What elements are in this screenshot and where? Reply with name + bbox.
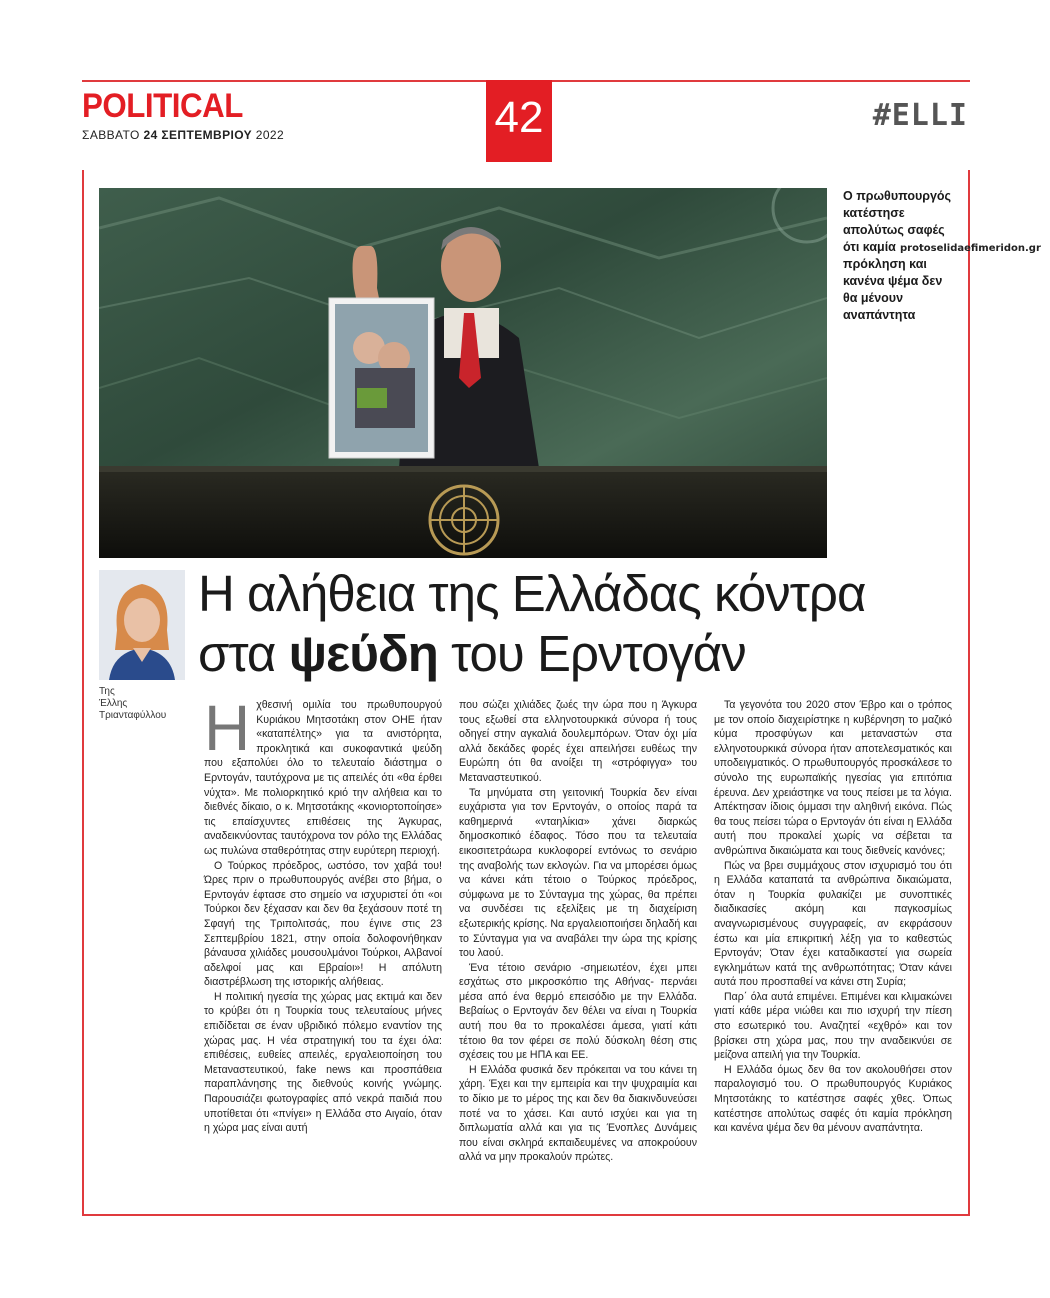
paragraph: που σώζει χιλιάδες ζωές την ώρα που η Άγκυρα τους εξωθεί στα ελληνοτουρκικά σύνορα ή τους οδηγεί στην αγκαλιά δουλεμπόρων. Όταν όχι μία αλλά δεκάδες φορές έχει απειλήσει ευθέως την Ευρώπη ότι θα ανοίξει τη «στρόφιγγα» του Μεταναστευτικού. bbox=[459, 699, 697, 784]
paragraph: Ένα τέτοιο σενάριο -σημειωτέον, έχει μπει εσχάτως στο μικροσκόπιο της Αθήνας- περνάει μέσα από ένα θερμό επεισόδιο με την Ελλάδα. Βεβαίως ο Ερντογάν δεν θέλει να είναι η Τουρκία αυτή που θα το προκαλέσει άμεσα, γιατί κάτι τέτοιο θα τον φέρει σε πολύ δύσκολη θέση στις σχέσεις του με ΗΠΑ και ΕΕ. bbox=[459, 961, 697, 1062]
author-avatar bbox=[99, 570, 185, 680]
headline-part-b: του Ερντογάν bbox=[437, 625, 746, 682]
headline-part-a: στα bbox=[198, 625, 289, 682]
paragraph: Ο Τούρκος πρόεδρος, ωστόσο, τον χαβά του! Ώρες πριν ο πρωθυπουργός ανέβει στο βήμα, ο Ερντογάν έφτασε στο σημείο να ισχυριστεί ότι «οι Τούρκοι δεν ξέχασαν και δεν θα ξεχάσουν ποτέ τη Σφαγή της Τριπολιτσάς, που έγινε στις 23 Σεπτεμβρίου 1821, στην οποία δολοφονήθηκαν βάναυσα χιλιάδες μουσουλμάνοι Τούρκοι, Αλβανοί αδελφοί μας και Εβραίοι»! Η απόλυτη διαστρέβλωση της ιστορικής αλήθειας. bbox=[204, 859, 442, 989]
paragraph: Τα γεγονότα του 2020 στον Έβρο και ο τρόπος με τον οποίο διαχειρίστηκε η κυβέρνηση το μαζικό κύμα προσφύγων και μεταναστών στα ελληνοτουρκικά σύνορα ήταν αποτελεσματικός και υποδειγματικός. Ο πρωθυπουργός προσκάλεσε το σύνολο της ευρωπαϊκής ηγεσίας για επιτόπια έρευνα. Δεν χρειάστηκε να τους πείσει με τα λόγια. Απέκτησαν ίδιοις όμμασι την αληθινή εικόνα. Πώς θα τους πείσει τώρα ο Ερντογάν ότι είναι η Ελλάδα αυτή που προκαλεί χωρίς να σέβεται τα ανθρώπινα δικαιώματα και τους διεθνείς κανόνες; bbox=[714, 699, 952, 857]
paragraph: Η πολιτική ηγεσία της χώρας μας εκτιμά και δεν το κρύβει ότι η Τουρκία τους τελευταίους μήνες επιδίδεται σε έναν υβριδικό πόλεμο εναντίον της χώρας μας. Η νέα στρατηγική του τα έχει όλα: επιθέσεις, ευθείες απειλές, εργαλειοποίηση του Μεταναστευτικού, fake news και προσπάθεια παραπλάνησης της διεθνούς κοινής γνώμης. Παρουσιάζει φωτογραφίες από νεκρά παιδιά που υποτίθεται ότι «πνίγει» η Ελλάδα στο Αιγαίο, όταν η χώρα μας είναι αυτή bbox=[204, 990, 442, 1135]
date-weekday: ΣΑΒΒΑΤΟ bbox=[82, 128, 144, 142]
drop-cap: Η bbox=[204, 692, 251, 764]
article-column-1 bbox=[204, 692, 442, 1136]
article-column-2 bbox=[459, 698, 697, 1165]
frame-bottom-rule bbox=[82, 1214, 970, 1216]
headline-emphasis: ψεύδη bbox=[288, 625, 438, 682]
speaker-at-podium-illustration bbox=[99, 188, 827, 558]
main-photo bbox=[99, 188, 827, 558]
paragraph: Παρ΄ όλα αυτά επιμένει. Επιμένει και κλιμακώνει γιατί κάθε μέρα νιώθει και πιο ισχυρή την πίεση στο εσωτερικό του. Αναζητεί «εχθρό» και τον βρίσκει στη χώρα μας, που την αναδεικνύει σε μείζονα απειλή για την Τουρκία. bbox=[714, 990, 952, 1062]
paragraph: Η Ελλάδα όμως δεν θα τον ακολουθήσει στον παραλογισμό του. Ο πρωθυπουργός Κυριάκος Μητσοτάκης το κατέστησε σαφές χθες. Όπως κατέστησε απολύτως σαφές ότι καμία πρόκληση και κανένα ψέμα δεν θα μένουν αναπάντητα. bbox=[714, 1063, 952, 1135]
date-day: 24 ΣΕΠΤΕΜΒΡΙΟΥ bbox=[143, 128, 253, 142]
frame-right-rule bbox=[968, 170, 970, 1216]
paragraph: Τα μηνύματα στη γειτονική Τουρκία δεν είναι ευχάριστα για τον Ερντογάν, ο οποίος παρά τα καθημερινά «νταηλίκια» χάνει διαρκώς δημοσκοπικό έδαφος. Τόσο που τα τελευταία εικοσιτετράωρα κυκλοφορεί εντόνως το σενάριο της αναβολής των εκλογών. Για να μπορέσει όμως να κάνει κάτι τέτοιο ο Τούρκος πρόεδρος, σύμφωνα με το Σύνταγμα της χώρας, θα πρέπει να συνδέσει τις εξελίξεις με τη διαχείριση εξωτερικής κρίσης. Να εργαλειοποιήσει δηλαδή και το Σύνταγμα για να αναβάλει την ώρα της κρίσης του λαού. bbox=[459, 786, 697, 960]
page-number: 42 bbox=[486, 80, 552, 162]
photo-caption: Ο πρωθυπουργός κατέστησε απολύτως σαφές ότι καμία πρόκληση και κανένα ψέμα δεν θα μένουν αναπάντητα bbox=[843, 189, 952, 322]
date-year: 2022 bbox=[252, 128, 285, 142]
author-portrait-illustration bbox=[99, 570, 185, 680]
headline-line-1: Η αλήθεια της Ελλάδας κόντρα bbox=[198, 565, 866, 622]
byline-prefix: Της bbox=[99, 686, 115, 697]
watermark: protoselidaefimeridon.gr bbox=[900, 243, 1041, 254]
issue-date bbox=[82, 128, 284, 142]
paragraph: Η Ελλάδα φυσικά δεν πρόκειται να του κάνει τη χάρη. Έχει και την εμπειρία και την ψυχραιμία και το δίκιο με το μέρος της και δεν θα διακινδυνεύσει ποτέ να το χάσει. Και αυτό ισχύει και για τη διπλωματία αλλά και για τις Ένοπλες Δυνάμεις που είναι σκληρά εκπαιδευμένες να αποκρούουν αλλά να μην προκαλούν πρώτες. bbox=[459, 1063, 697, 1164]
frame-left-rule bbox=[82, 170, 84, 1216]
section-tag: #ELLI bbox=[872, 98, 968, 133]
paragraph: Πώς να βρει συμμάχους στον ισχυρισμό του ότι η Ελλάδα καταπατά τα ανθρώπινα δικαιώματα, όταν η Τουρκία φυλακίζει με συνοπτικές διαδικασίες ακόμη και παγκοσμίως αναγνωρισμένους συγγραφείς, αν εκφράσουν έστω και μία επικριτική λέξη για το καθεστώς Ερντογάν; Όταν έχει καταδικαστεί για σωρεία εγκλημάτων κατά της ανθρωπότητας; Όταν κάνει αυτά που προσπαθεί να κάνει στη Συρία; bbox=[714, 859, 952, 989]
article-column-3 bbox=[714, 698, 952, 1136]
paragraph: χθεσινή ομιλία του πρωθυπουργού Κυριάκου Μητσοτάκη στον ΟΗΕ ήταν «καταπέλτης» για τα ανιστόρητα, προκλητικά και συκοφαντικά ψεύδη που εξαπολύει όλο το τελευταίο διάστημα ο Ερντογάν, ταυτόχρονα με τις απειλές ότι «θα έρθει νύχτα». Με πολιορκητικό κριό την αλήθεια και το διεθνές δίκαιο, ο κ. Μητσοτάκης «κονιορτοποίησε» τις επαίσχυντες επιθέσεις της Άγκυρας, αναδεικνύοντας ταυτόχρονα τον ρόλο της Ελλάδας ως πυλώνα σταθερότητας στην ευρύτερη περιοχή. bbox=[204, 699, 442, 857]
headline-line-2 bbox=[198, 624, 958, 684]
article-headline bbox=[198, 564, 958, 684]
author-byline bbox=[99, 686, 189, 722]
byline-last-name: Τριανταφύλλου bbox=[99, 710, 167, 721]
byline-first-name: Έλλης bbox=[99, 698, 128, 709]
section-title: POLITICAL bbox=[82, 87, 243, 125]
